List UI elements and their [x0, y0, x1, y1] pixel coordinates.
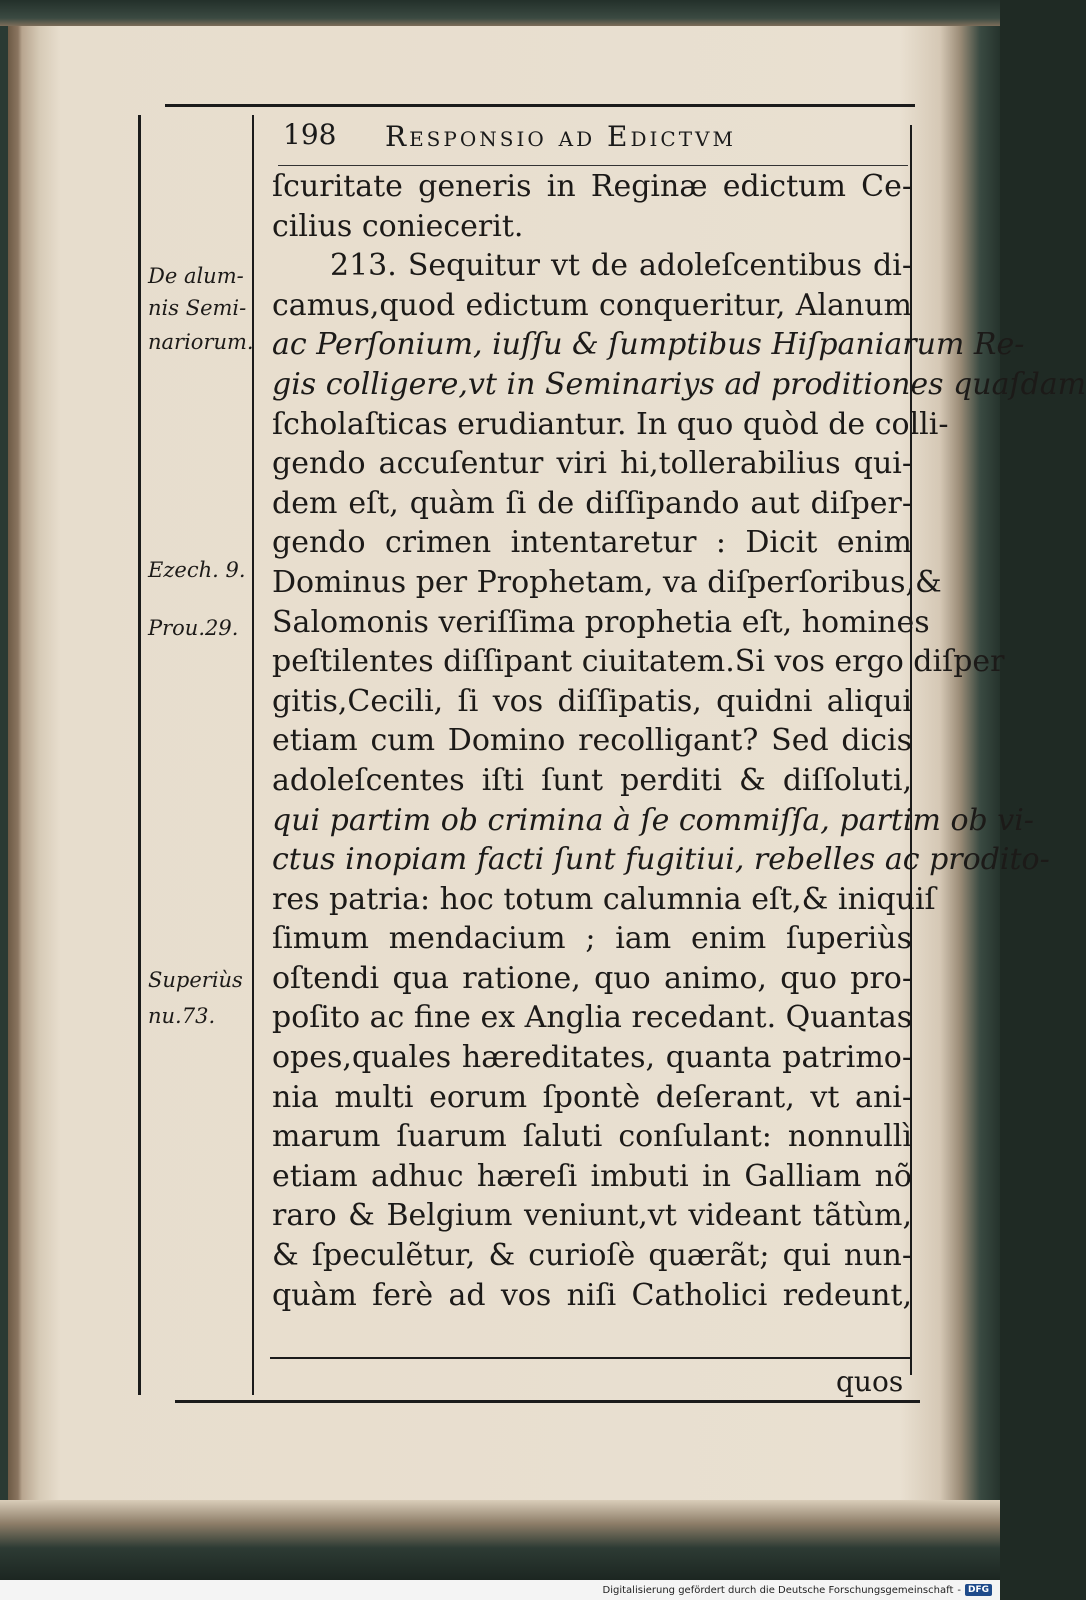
- margin-note: nariorum.: [148, 330, 254, 354]
- margin-note: nis Semi-: [148, 296, 247, 320]
- text-line: 213. Sequitur vt de adoleſcentibus di-: [330, 248, 912, 284]
- frame-rule-bottom-inner: [270, 1357, 910, 1359]
- text-line: gitis,Cecili, ſi vos diſſipatis, quidni aliqui: [272, 683, 912, 719]
- text-line: Salomonis veriſſima prophetia eſt, homines: [272, 604, 930, 640]
- text-line: etiam adhuc hæreſi imbuti in Galliam nõ: [272, 1158, 912, 1194]
- frame-rule-left-outer: [138, 115, 141, 1395]
- text-line: opes,quales hæreditates, quanta patrimo-: [272, 1040, 912, 1076]
- text-line: adoleſcentes iſti ſunt perditi & diſſoluti,: [272, 762, 912, 798]
- text-line: etiam cum Domino recolligant? Sed dicis: [272, 723, 912, 759]
- text-line: ctus inopiam facti ſunt fugitiui, rebelles ac prodito-: [272, 842, 1050, 878]
- text-line: dem eſt, quàm ſi de diſſipando aut diſper-: [272, 485, 912, 521]
- catchword: quos: [836, 1365, 904, 1398]
- book-top-edge: [0, 0, 1000, 26]
- text-line: oſtendi qua ratione, quo animo, quo pro-: [272, 960, 912, 996]
- margin-note: Ezech. 9.: [148, 558, 246, 582]
- frame-rule-left-inner: [252, 115, 254, 1395]
- text-line: Dominus per Prophetam, va diſperſoribus,&: [272, 564, 942, 600]
- text-line: cilius coniecerit.: [272, 208, 524, 244]
- margin-note: Superiùs: [148, 968, 243, 992]
- text-line: marum ſuarum ſaluti conſulant: nonnullì: [272, 1119, 912, 1155]
- text-line: camus,quod edictum conqueritur, Alanum: [272, 287, 912, 323]
- body-text: [272, 167, 1086, 1315]
- running-head: Responsio ad Edictvm: [385, 120, 736, 153]
- text-line: ac Perſonium, iuſſu & ſumptibus Hiſpaniarum Re-: [272, 327, 1025, 363]
- text-line: ſcholaſticas erudiantur. In quo quòd de colli-: [272, 406, 949, 442]
- margin-note: Prou.29.: [148, 616, 239, 640]
- margin-note: nu.73.: [148, 1004, 216, 1028]
- text-line: nia multi eorum ſpontè deſerant, vt ani-: [272, 1079, 912, 1115]
- text-line: ſimum mendacium ; iam enim ſuperiùs: [272, 921, 912, 957]
- frame-rule-top: [165, 104, 915, 107]
- digitization-footer: [0, 1580, 1000, 1600]
- text-line: poſito ac fine ex Anglia recedant. Quantas: [272, 1000, 913, 1036]
- header-underline: [278, 165, 908, 166]
- text-line: ſcuritate generis in Reginæ edictum Ce-: [272, 169, 912, 204]
- text-line: peſtilentes diſſipant ciuitatem.Si vos ergo diſper: [272, 644, 1005, 680]
- text-line: raro & Belgium veniunt,vt videant tãtùm,: [272, 1198, 912, 1234]
- text-line: gis colligere,vt in Seminariys ad proditiones quaſdam: [272, 366, 1086, 402]
- text-line: qui partim ob crimina à ſe commiſſa, partim ob vi-: [272, 802, 1034, 838]
- frame-rule-bottom: [175, 1400, 920, 1403]
- text-line: gendo accuſentur viri hi,tollerabilius qui-: [272, 446, 912, 482]
- page-number: 198: [283, 118, 337, 151]
- text-line: quàm ferè ad vos niſi Catholici redeunt,: [272, 1277, 912, 1313]
- dfg-logo-icon: DFG: [965, 1584, 992, 1596]
- footer-credit: Digitalisierung gefördert durch die Deutsche Forschungsgemeinschaft: [602, 1584, 954, 1596]
- text-line: res patria: hoc totum calumnia eſt,& iniquiſ: [272, 881, 936, 917]
- book-bottom-edge: [0, 1500, 1000, 1580]
- text-line: & ſpeculẽtur, & curioſè quærãt; qui nun-: [272, 1238, 912, 1274]
- text-line: gendo crimen intentaretur : Dicit enim: [272, 525, 912, 561]
- footer-separator: -: [957, 1584, 961, 1596]
- margin-note: De alum-: [148, 264, 244, 288]
